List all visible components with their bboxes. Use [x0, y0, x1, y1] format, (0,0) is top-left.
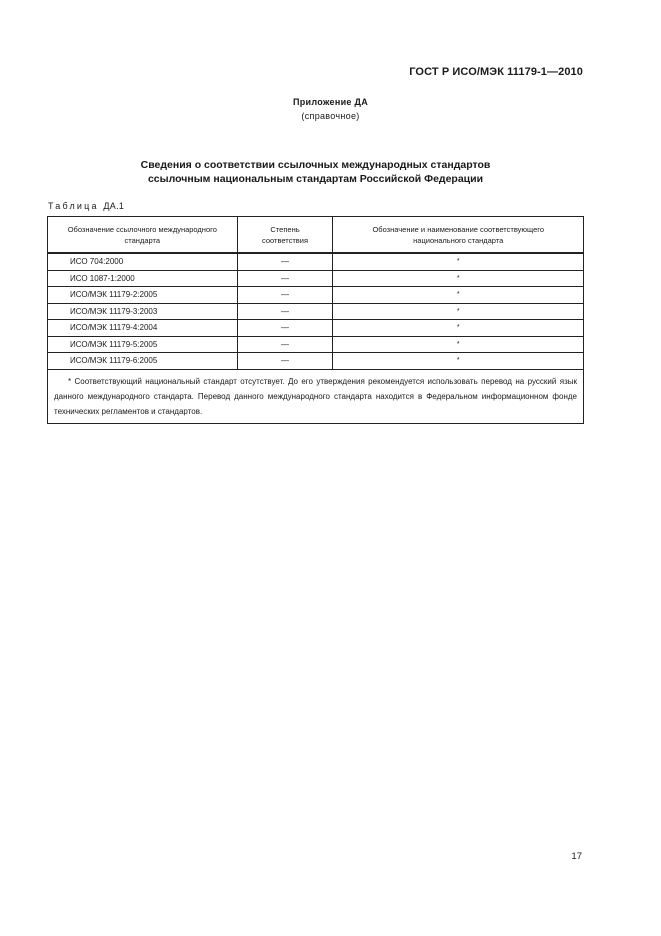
document-title [0, 158, 631, 186]
table-caption [48, 201, 124, 211]
cell-national: * [333, 270, 584, 287]
cell-ref-standard: ИСО/МЭК 11179-3:2003 [48, 303, 238, 320]
cell-ref-standard: ИСО/МЭК 11179-2:2005 [48, 287, 238, 304]
cell-national: * [333, 320, 584, 337]
cell-ref-standard: ИСО/МЭК 11179-4:2004 [48, 320, 238, 337]
cell-national: * [333, 353, 584, 370]
table-row [48, 303, 584, 320]
cell-degree: — [237, 353, 333, 370]
table-row [48, 320, 584, 337]
cell-ref-standard: ИСО/МЭК 11179-6:2005 [48, 353, 238, 370]
cell-national: * [333, 303, 584, 320]
table-footnote-row [48, 369, 584, 423]
cell-ref-standard: ИСО 1087-1:2000 [48, 270, 238, 287]
annex-heading [0, 95, 661, 123]
cell-ref-standard: ИСО/МЭК 11179-5:2005 [48, 336, 238, 353]
column-header-degree: Степень соответствия [237, 217, 333, 254]
table-row [48, 353, 584, 370]
cell-degree: — [237, 270, 333, 287]
cell-degree: — [237, 320, 333, 337]
column-header-ref-standard: Обозначение ссылочного международного стандарта [48, 217, 238, 254]
cell-degree: — [237, 287, 333, 304]
cell-degree: — [237, 303, 333, 320]
column-header-national: Обозначение и наименование соответствующего национального стандарта [333, 217, 584, 254]
cell-degree: — [237, 336, 333, 353]
cell-degree: — [237, 253, 333, 270]
table-header-row [48, 217, 584, 254]
cell-national: * [333, 336, 584, 353]
annex-subtitle: (справочное) [301, 111, 360, 121]
standard-code-header: ГОСТ Р ИСО/МЭК 11179-1—2010 [409, 66, 583, 78]
cell-national: * [333, 287, 584, 304]
cell-ref-standard: ИСО 704:2000 [48, 253, 238, 270]
document-title-line-2: ссылочным национальным стандартам Российской Федерации [147, 173, 484, 185]
table-row [48, 253, 584, 270]
conformity-table [47, 216, 584, 424]
table-caption-number: ДА.1 [103, 201, 125, 211]
cell-national: * [333, 253, 584, 270]
table-footnote: * Соответствующий национальный стандарт отсутствует. До его утверждения рекомендуется использовать перевод на русский язык данного международного стандарта. Перевод данного международного стандарта находится в Федеральном информационном фонде технических регламентов и стандартов. [48, 369, 584, 423]
page-number: 17 [571, 851, 582, 862]
document-title-line-1: Сведения о соответствии ссылочных международных стандартов [140, 159, 491, 171]
annex-title: Приложение ДА [292, 97, 369, 107]
table-row [48, 270, 584, 287]
table-caption-prefix: Таблица [48, 201, 99, 211]
table-row [48, 336, 584, 353]
table-row [48, 287, 584, 304]
